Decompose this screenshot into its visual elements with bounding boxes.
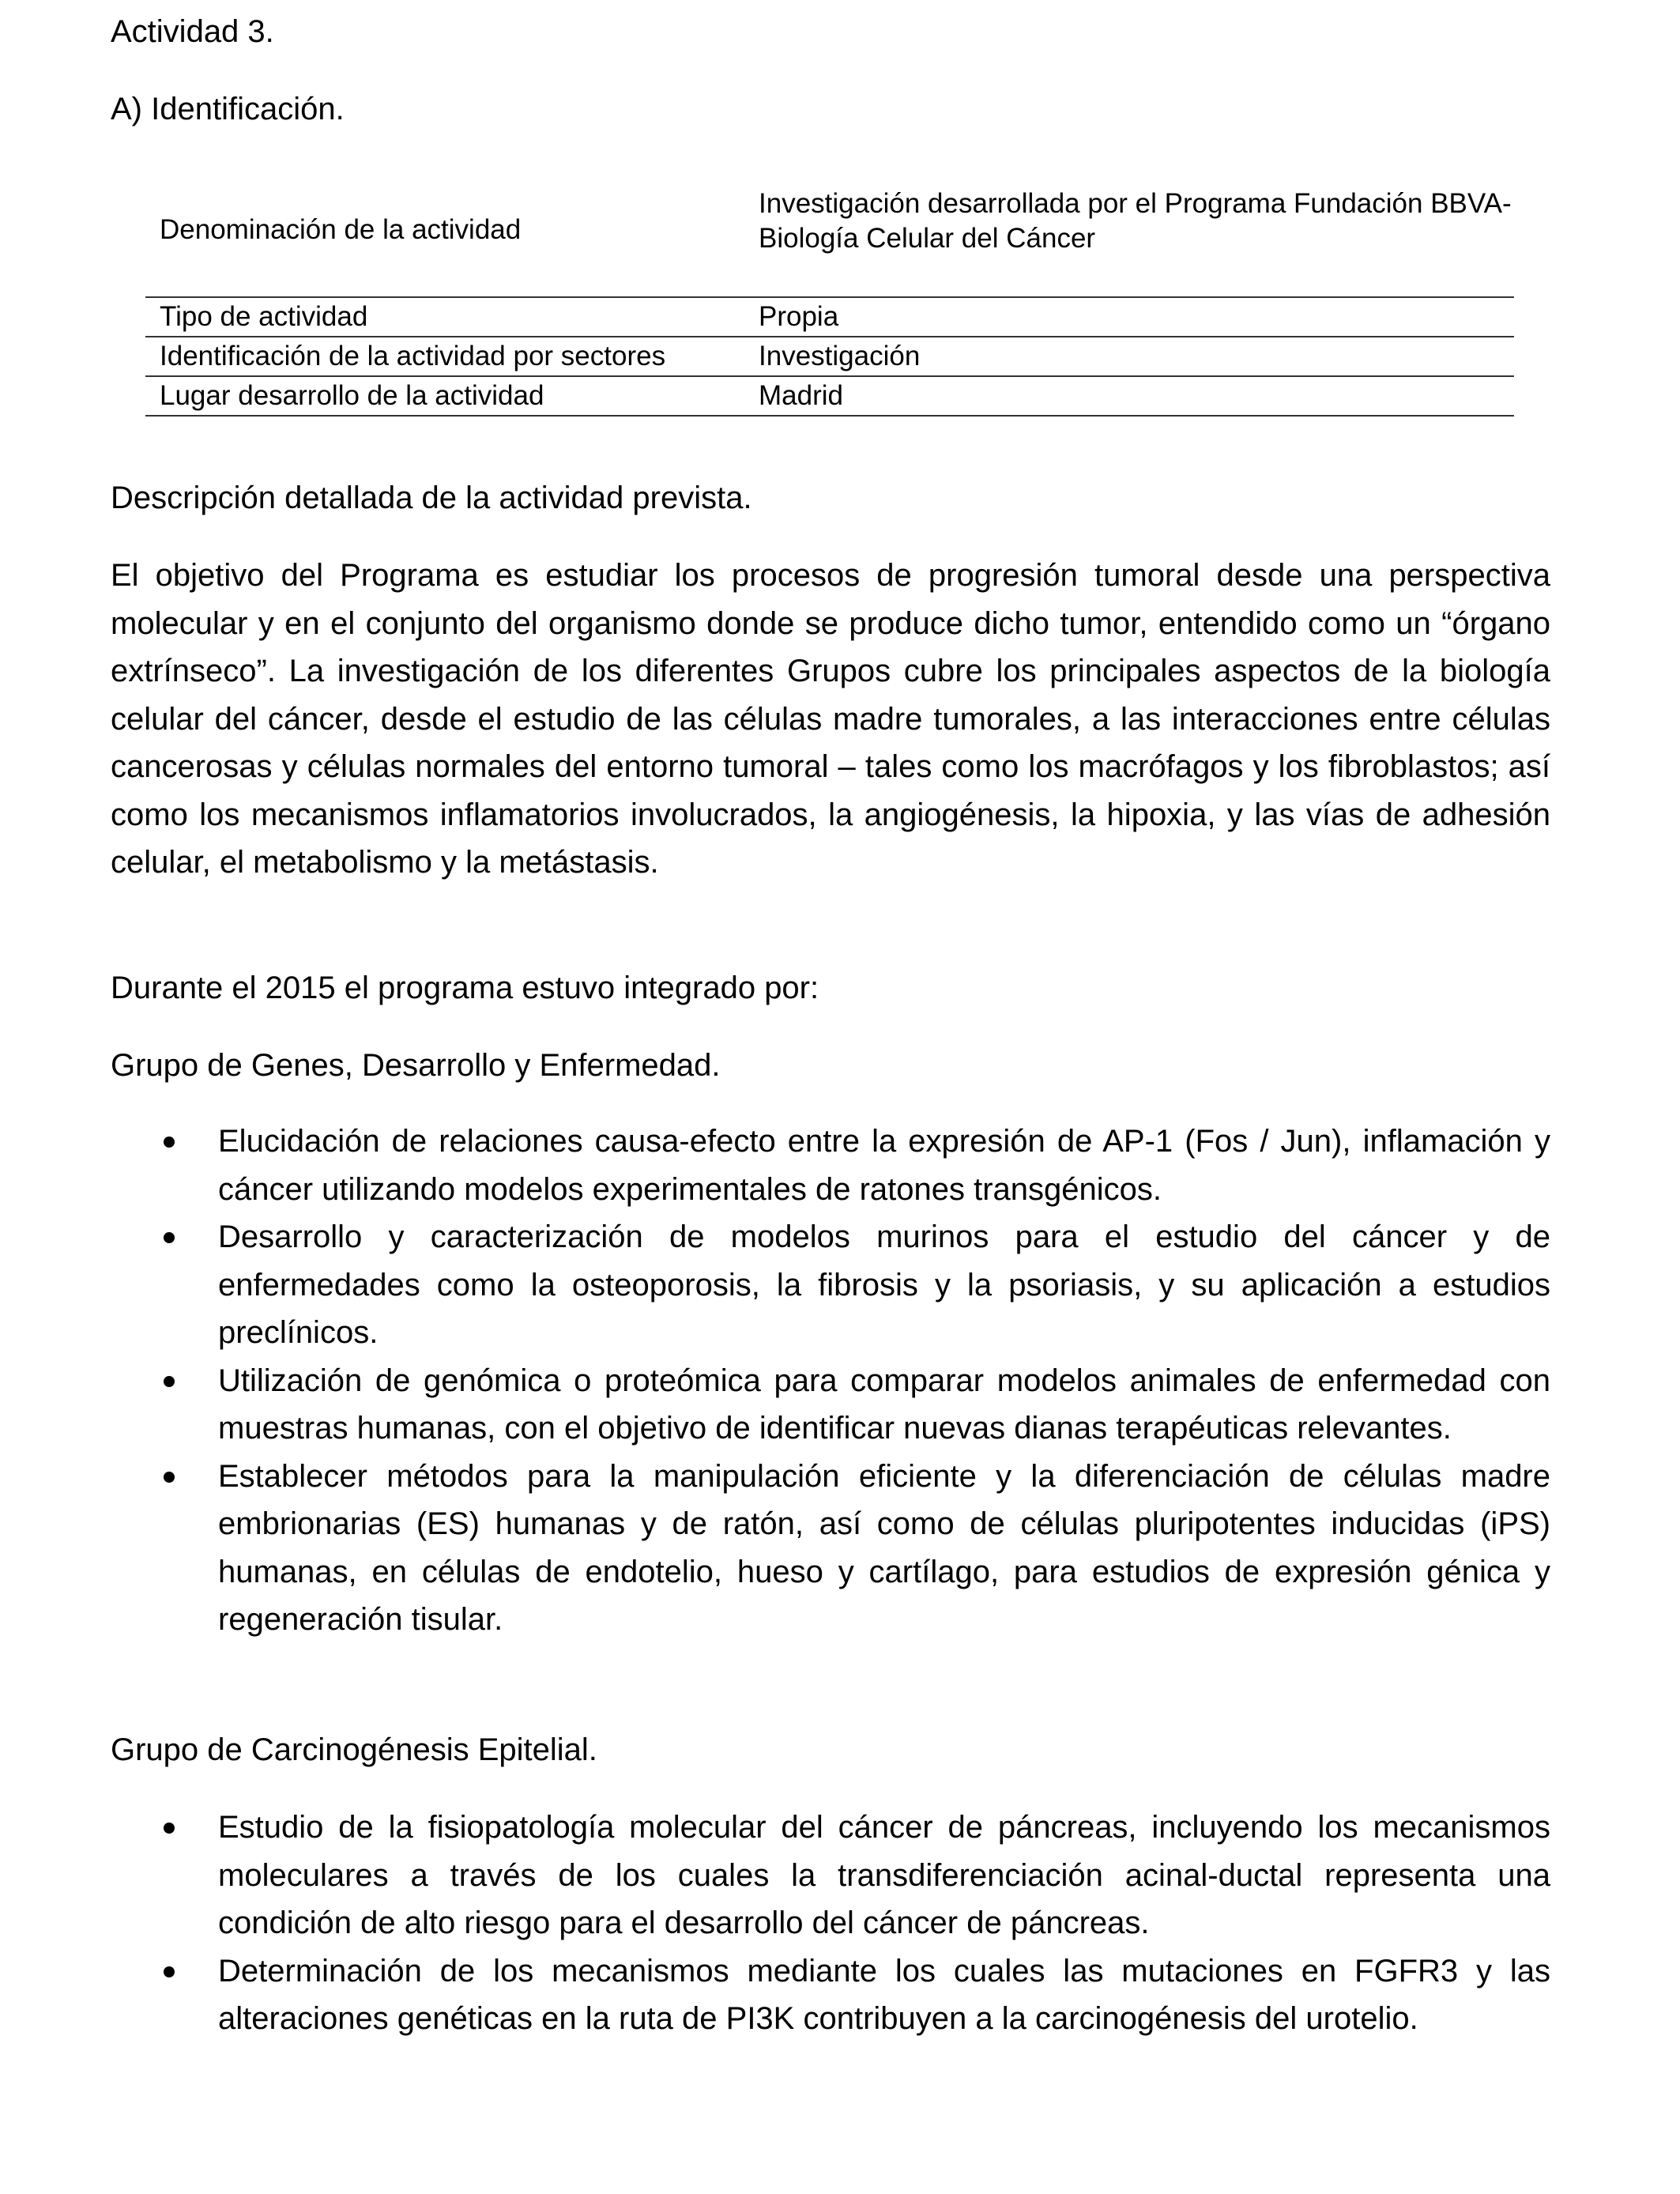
table-row (145, 180, 1514, 297)
table-cell-label: Tipo de actividad (145, 297, 744, 337)
description-heading: Descripción detallada de la actividad prevista. (111, 481, 752, 515)
bullet-icon (164, 1966, 175, 1977)
description-paragraph: El objetivo del Programa es estudiar los procesos de progresión tumoral desde una perspectiva molecular y en el conjunto del organismo donde se produce dicho tumor, entendido como un “órgano extrínseco”. La investigación de los diferentes Grupos cubre los principales aspectos de la biología celular del cáncer, desde el estudio de las células madre tumorales, a las interacciones entre células cancerosas y células normales del entorno tumoral – tales como los macrófagos y los fibroblastos; así como los mecanismos inflamatorios involucrados, la angiogénesis, la hipoxia, y las vías de adhesión celular, el metabolismo y la metástasis. (111, 558, 1550, 880)
identification-heading: A) Identificación. (111, 92, 345, 126)
list-item-text: Desarrollo y caracterización de modelos murinos para el estudio del cáncer y de enfermedades como la osteoporosis, la fibrosis y la psoriasis, y su aplicación a estudios preclínicos. (218, 1220, 1550, 1350)
table-cell-value: Propia (744, 297, 1514, 337)
table-row (145, 376, 1514, 416)
list-item (0, 1804, 1550, 1947)
table-row (145, 337, 1514, 376)
group-title: Grupo de Genes, Desarrollo y Enfermedad. (111, 1048, 721, 1083)
identification-table (145, 180, 1514, 417)
group-bullet-list (0, 1118, 1680, 1644)
list-item (0, 1213, 1550, 1357)
table-cell-value: Investigación (744, 337, 1514, 376)
bullet-icon (164, 1823, 175, 1834)
list-item (0, 1357, 1550, 1453)
table-row (145, 297, 1514, 337)
list-item (0, 1947, 1550, 2043)
table-cell-label: Identificación de la actividad por sectores (145, 337, 744, 376)
list-item-text: Estudio de la fisiopatología molecular del cáncer de páncreas, incluyendo los mecanismos moleculares a través de los cuales la transdiferenciación acinal-ductal representa una condición de alto riesgo para el desarrollo del cáncer de páncreas. (218, 1810, 1550, 1940)
list-item-text: Utilización de genómica o proteómica para comparar modelos animales de enfermedad con muestras humanas, con el objetivo de identificar nuevas dianas terapéuticas relevantes. (218, 1363, 1550, 1446)
table-cell-value: Investigación desarrollada por el Programa Fundación BBVA-Biología Celular del Cáncer (759, 188, 1512, 254)
list-item (0, 1453, 1550, 1644)
list-item-text: Establecer métodos para la manipulación eficiente y la diferenciación de células madre embrionarias (ES) humanas y de ratón, así como de células pluripotentes inducidas (iPS) humanas, en células de endotelio, hueso y cartílago, para estudios de expresión génica y regeneración tisular. (218, 1458, 1550, 1637)
activity-heading: Actividad 3. (111, 14, 274, 49)
bullet-icon (164, 1472, 175, 1483)
group-title: Grupo de Carcinogénesis Epitelial. (111, 1732, 597, 1767)
program-intro: Durante el 2015 el programa estuvo integrado por: (111, 971, 819, 1005)
bullet-icon (164, 1376, 175, 1387)
group-bullet-list (0, 1804, 1680, 2043)
list-item (0, 1118, 1550, 1213)
list-item-text: Determinación de los mecanismos mediante los cuales las mutaciones en FGFR3 y las alteraciones genéticas en la ruta de PI3K contribuyen a la carcinogénesis del urotelio. (218, 1953, 1550, 2036)
table-cell-label: Denominación de la actividad (160, 213, 522, 245)
list-item-text: Elucidación de relaciones causa-efecto entre la expresión de AP-1 (Fos / Jun), inflamación y cáncer utilizando modelos experimentales de ratones transgénicos. (218, 1124, 1550, 1207)
bullet-icon (164, 1137, 175, 1148)
table-cell-value: Madrid (744, 376, 1514, 416)
bullet-icon (164, 1232, 175, 1243)
table-cell-label: Lugar desarrollo de la actividad (145, 376, 744, 416)
